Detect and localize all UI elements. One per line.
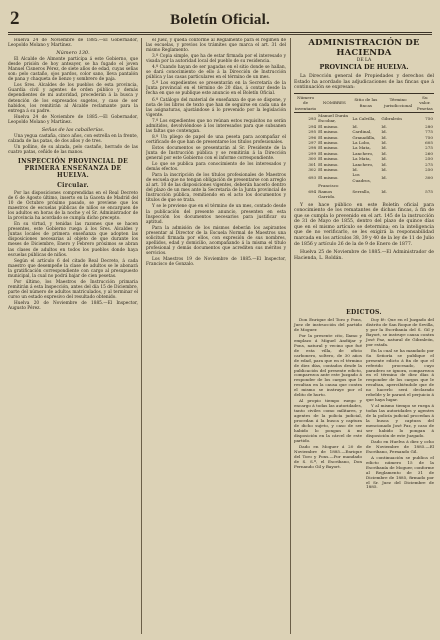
column-header: Término jurisdiccional [380, 93, 415, 112]
table-cell: 605 [425, 140, 433, 146]
table-cell: 575 [425, 188, 433, 194]
table-cell: 250 [425, 156, 433, 162]
paragraph: En su virtud, y tenidas las razones que se hacen presentes, este Gobierno ruega á los Sres. Alcaldes y Juntas locales de primera enseñanza que adopten las disposiciones necesarias al objeto de que durante los meses de Diciembre, Enero y Febrero próximos se abran las clases de adultos en todos los pueblos donde haya escuelas públicas de niños. [8, 222, 138, 258]
paragraph: 8.º Un pliego de papel de una peseta para acompañar el certificado de que han de presentarse los títulos profesionales. [146, 134, 286, 145]
paragraph: Para la admisión de los mismos deberán los aspirantes presentar al Director de la Escuela Normal de Maestros una solicitud firmada por ellos, con expresión de sus nombres, apellidos, edad y domicilio, acompañando á la misma el título profesional y demás documentos que acrediten sus méritos y servicios. [146, 225, 286, 256]
table-cell: El mismo. [318, 134, 339, 140]
table-cell: Id. [381, 188, 387, 194]
paragraph: Un pollino, de su alzada, pelo castaño, herrado de las cuatro patas, ceñido de las manos. [8, 144, 138, 155]
paragraph: 3.º Copia simple, que ha de estar firmada por el interesado y visada por la autoridad local del pueblo de su residencia. [146, 54, 286, 65]
admin-subtitle: DE LA [356, 58, 372, 63]
table-cell: El mismo. [318, 175, 339, 181]
section-heading: INSPECCIÓN PROVINCIAL DE PRIMERA ENSEÑANZA DE HUELVA. [18, 157, 128, 179]
paragraph: Por la presente cito, llamo y emplazo á Miguel Andújar y Pons, natural y vecino que fué de esta villa, de oficio carbonero, soltero, de 30 años de edad, para que en el término de diez días, contados desde la publicación del presente edicto, comparezca ante este Juzgado á responder de los cargos que le resultan en la causa que contra el mismo se instruye por el delito de hurto. [294, 332, 362, 398]
table-cell: La Calvilla, [352, 115, 376, 121]
table-cell: El mismo. [318, 145, 339, 151]
table-cell: Id. [381, 134, 387, 140]
table-row [294, 183, 434, 199]
table-cell: Francisco Ramos Garrido. [318, 183, 339, 200]
page-number: 2 [10, 8, 20, 29]
table-cell: El mismo. [318, 167, 339, 173]
paragraph: Y al mismo tiempo se ruega á todas las autoridades y agentes de la policía judicial procedan á la busca y captura del mencionado José Paz, y caso de ser habido lo pongan á disposición de este Juzgado. [366, 403, 434, 438]
table-cell: 750 [425, 134, 433, 140]
column-header: Su valor. Pesetas [417, 94, 433, 111]
column-header: NOMBRES [317, 93, 351, 112]
signature: Huelva 20 de Noviembre de 1885.—El Inspector, Augusto Pérez. [8, 300, 138, 312]
table-cell: Id. [381, 140, 387, 146]
table-cell: 693 [308, 175, 317, 181]
header-rule [8, 34, 432, 35]
table-row [294, 113, 434, 124]
middle-column [146, 38, 286, 634]
column-divider [141, 38, 142, 634]
table-cell: Los Cuadros, [352, 172, 372, 183]
table-cell: Id. [381, 175, 387, 181]
table-cell: 294 [308, 123, 317, 129]
hacienda-section [294, 38, 434, 261]
section-heading: Número 130. [56, 50, 90, 57]
intro-paragraph: La Dirección general de Propiedades y derechos del Estado ha acordado las adjudicaciones de las fincas que á continuación se expresan: [294, 74, 434, 91]
paragraph: Dado en Moguer á 20 de Noviembre de 1885.—Enrique del Toro y Pons.—Por mandado de S. S.ª, el Escribano, Don Fernando Gil y Bayort. [294, 443, 362, 469]
edicto-column-a [294, 318, 362, 636]
table-cell: Id. [381, 123, 387, 129]
table-cell: 694 [308, 188, 317, 194]
table-cell: 295 [308, 129, 317, 135]
table-header-row [294, 93, 434, 112]
signature: Los Maestros 19 de Noviembre de 1885.—El Inspector, Francisco de Gonzalo. [146, 256, 286, 267]
table-cell: Granadilla, [352, 134, 376, 140]
page-header [8, 8, 432, 33]
table-cell: 302 [308, 167, 317, 173]
table-cell: 299 [308, 150, 317, 156]
paragraph: Huelva 24 de Noviembre de 1885.—El Gobernador, Leopoldo Molano y Martínez. [8, 114, 138, 125]
paragraph: Don Enrique del Toro y Pons, Juez de instrucción del partido de Moguer. [294, 317, 362, 332]
paragraph: Lo que se publica para conocimiento de los interesados y demás efectos. [146, 162, 286, 173]
section-heading: EDICTOS. [346, 309, 382, 316]
table-cell: Id. [381, 129, 387, 135]
table-cell: Lanchero, [352, 161, 374, 167]
table-cell: Manuel Durán Escobar, [318, 113, 349, 124]
paragraph: 7.º Los expedientes que no reúnan estos requisitos no serán admitidos, devolviéndose á los interesados para que subsanen las faltas que contengan. [146, 118, 286, 134]
column-header: Número de inventario [295, 94, 317, 111]
table-cell: Lanchero, [352, 150, 374, 156]
paragraph: el Juez, y queda conforme al Reglamento para el régimen de las escuelas, y previos los trámites que marca el art. 31 del mismo Reglamento. [146, 38, 286, 54]
table-cell: 298 [308, 145, 317, 151]
paragraph: Por último, los Maestros de Instrucción primaria remitirán á esta Inspección, antes del día 15 de Diciembre, parte del número de adultos matriculados, y al terminar el curso un estado expresivo del resultado obtenido. [8, 279, 138, 300]
table-cell: Cardinal, [352, 129, 372, 135]
table-cell: 750 [425, 115, 433, 121]
paragraph: 6.º Catálogo del material de enseñanza de que se dispone, y nota de los libros de texto que han de seguirse en cada una de las asignaturas, ajustándose á lo prevenido por la legislación vigente. [146, 97, 286, 118]
paragraph: Por las disposiciones comprendidas en el Real Decreto de 6 de Agosto último, inserto en la Gaceta de Madrid del 10 de Octubre próximo pasado, se previene que los maestros de escuelas públicas de niños se encarguen de los adultos en horas de la noche y el Sr. Administrador de la provincia ha acordado se cumpla dicho precepto. [8, 190, 138, 222]
paragraph: A continuación se publica el edicto número 15 de la Escribanía de Moguer, conforme al Reglamento de 31 de Diciembre de 1885, firmado por el Sr. Juez del Diciembre de 1885. [366, 454, 434, 490]
paragraph: Para la inscripción de los títulos profesionales de Maestros de escuela que no tengan obligación de presentarse con arreglo al art. 10 de las disposiciones vigentes, deberán hacerlo dentro del plazo de un mes ante la Secretaría de la Junta provincial de Instrucción pública, remitiendo en el acto los documentos y títulos de que se trata. [146, 173, 286, 204]
table-cell: 260 [425, 150, 433, 156]
table-cell: El mismo. [318, 150, 339, 156]
table-cell: Id. [381, 156, 387, 162]
table-cell: 775 [425, 129, 433, 135]
table-cell: 280 [425, 123, 433, 129]
paragraph: Una yegua castaña, cinco años, con estrella en la frente, calzada de las patas, de dos años y de tres. [8, 133, 138, 144]
adjudication-table [294, 93, 434, 200]
table-cell: El mismo. [318, 140, 339, 146]
page-title: Boletín Oficial. [170, 12, 270, 28]
table-cell: 296 [308, 134, 317, 140]
section-heading: Circular. [57, 181, 89, 189]
paragraph: Estos documentos se presentarán al Sr. Presidente de la Junta de Instrucción pública y se remitirán á la Dirección general por este Gobierno con el informe correspondiente. [146, 145, 286, 162]
admin-title: ADMINISTRACIÓN DE HACIENDA [308, 38, 420, 58]
table-cell: El mismo. [318, 129, 339, 135]
table-cell: 301 [308, 161, 317, 167]
table-cell: Id. [381, 145, 387, 151]
table-cell: La Mata, [352, 156, 371, 162]
admin-province: PROVINCIA DE HUELVA. [319, 63, 409, 71]
table-cell: La Lobo, [352, 140, 371, 146]
left-column [8, 38, 138, 634]
column-header: Sitio de las fincas [351, 93, 380, 112]
table-cell: 275 [425, 145, 433, 151]
signature: Huelva 25 de Noviembre de 1885.—El Administrador de Hacienda, L. Roldán. [294, 250, 434, 261]
paragraph: El Alcalde de Almonte participa á este Gobierno, que desde prisión de hoy anteayer, se ha fugado el joven Manuel Cisneros Pérez, de siete años de edad, cuyas señas son: pelo castaño, ojos pardos, color sano, lleva pantalón de pana y chaqueta de lienzo y sombrero de paja. [8, 57, 138, 83]
paragraph: En la cual se ha mandado por Su Señoría se publique el presente edicto á fin de que el referido procesado, cuyo paradero se ignora, comparezca en el término de diez días á responder de los cargos que le resultan, apercibiéndole que de no hacerlo será declarado rebelde y le parará el perjuicio á que haya lugar. [366, 347, 434, 403]
table-cell: Id. [352, 123, 358, 129]
table-cell: Id. [381, 167, 387, 173]
table-cell: Id. [352, 167, 358, 173]
table-cell: Gibraleón [381, 115, 402, 121]
paragraph: Huelva 24 de Noviembre de 1885.—El Gobernador, Leopoldo Molano y Martínez. [8, 38, 138, 49]
table-cell: 300 [308, 156, 317, 162]
paragraph: Según el artículo 6 del citado Real Decreto, á cada maestro que desempeñe la clase de adultos se le abonará la gratificación correspondiente con cargo al presupuesto municipal, la cual no podrá bajar de cien pesetas. [8, 258, 138, 279]
table-cell: El mismo. [318, 161, 339, 167]
table-cell: 297 [308, 140, 317, 146]
table-cell: Id. [381, 150, 387, 156]
paragraph: 4.º Cuando hayan de ser pagadas en el sitio donde se hallan, se dará conocimiento de ello á la Dirección de Instrucción pública y las casas particulares en el término de un mes. [146, 65, 286, 81]
paragraph: Los Sres. Alcaldes de los pueblos de esta provincia, Guardia civil y agentes de orden público y demás dependientes de mi autoridad, procederán á la busca y detención de los expresados sugetos, y caso de ser habidos, los remitirán al Alcalde reclamante para la entrega á su padre. [8, 83, 138, 114]
table-cell: 293 [308, 115, 317, 121]
paragraph: 5.º Los expedientes se presentarán en la Secretaría de la Junta provincial en el término de 20 días, á contar desde la fecha en que se publique este anuncio en el Boletín Oficial. [146, 81, 286, 97]
table-cell: 275 [425, 161, 433, 167]
paragraph: Al propio tiempo ruego y encargo á todas las autoridades, tanto civiles como militares, y agentes de la policía judicial, procedan á la busca y captura de dicho sujeto, y caso de ser habido lo pongan á mi disposición en la cárcel de este partido. [294, 398, 362, 443]
table-cell: La Mata, [352, 145, 371, 151]
table-cell: El mismo. [318, 123, 339, 129]
paragraph: Doy fé: Que en el Juzgado del distrito de San Roque de Sevilla, y por la Escribanía del S. Gil y Bayort, se instruye causa contra José Paz, natural de Gibraleón, por estafa. [366, 317, 434, 347]
section-heading: Señas de las caballerías. [41, 126, 105, 133]
edicto-column-b [366, 318, 434, 636]
table-cell: Serrallo, [352, 188, 371, 194]
table-cell: 300 [425, 175, 433, 181]
table-cell: El mismo. [318, 156, 339, 162]
column-divider [290, 38, 291, 634]
paragraph: Y se le previene que en el término de un mes, contado desde la publicación del presente anuncio, presenten en esta Inspección los documentos necesarios para justificar su aptitud. [146, 204, 286, 225]
table-cell: Id. [381, 161, 387, 167]
paragraph: Dado en Huelva á diez y ocho de Noviembre de 1885.—El Escribano, Fernando Gil. [366, 438, 434, 454]
table-row [294, 172, 434, 183]
notice-paragraph: Y se hace público en este Boletín oficial para conocimiento de los rematantes de dichas fincas, á fin de que se cumpla lo prevenido en el art. 145 de la instrucción de 31 de Mayo de 1855, dentro del plazo de quince días que en el mismo artículo se determina; en la inteligencia que de no verificarlo, se les exigirá la responsabilidad marcada en los artículos 38, 39 y 40 de la ley de 11 de Julio de 1856 y artículo 26 de la de 9 de Enero de 1877. [294, 202, 434, 247]
table-cell: 250 [425, 167, 433, 173]
